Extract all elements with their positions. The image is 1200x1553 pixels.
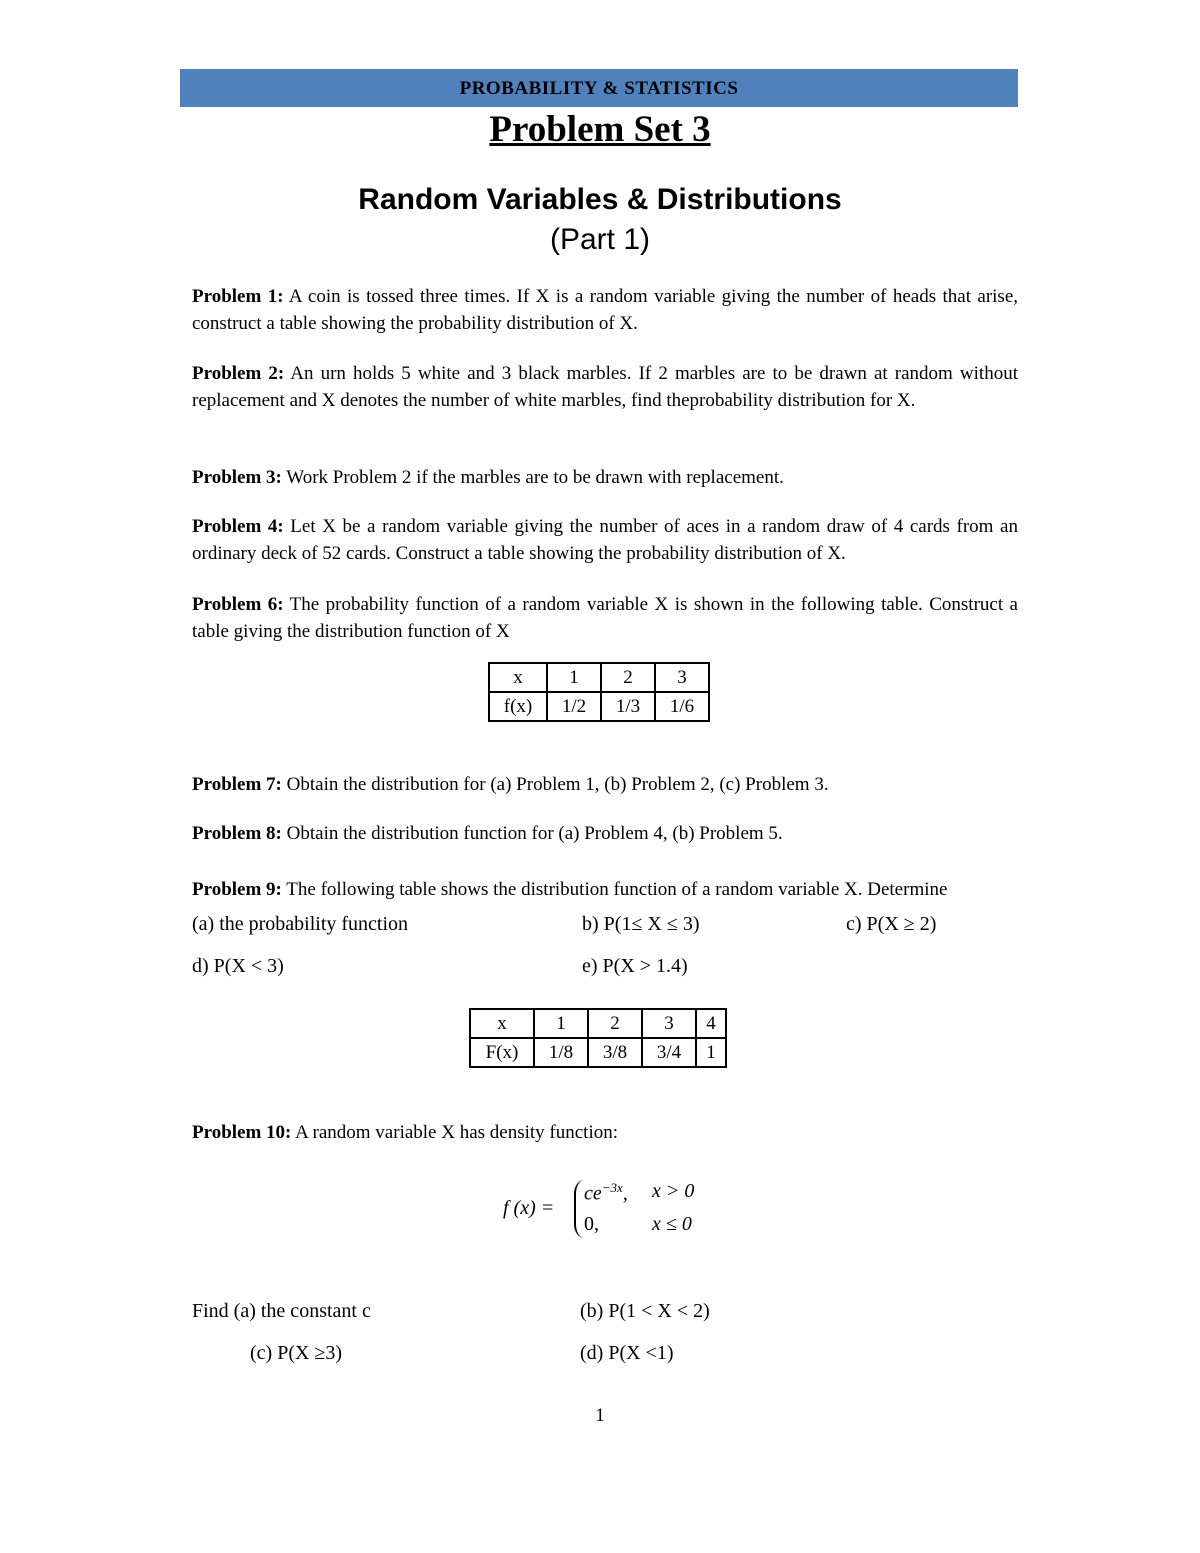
table-cell: F(x)	[470, 1038, 534, 1067]
p10-option-c: (c) P(X ≥3)	[250, 1342, 343, 1364]
table-row	[470, 1009, 726, 1038]
table-cell: x	[470, 1009, 534, 1038]
problem-label: Problem 10:	[192, 1122, 292, 1143]
problem-4	[192, 513, 1018, 567]
problem-3	[192, 464, 1018, 491]
problem-text: A random variable X has density function:	[291, 1122, 619, 1143]
p9-option-b: b) P(1≤ X ≤ 3)	[582, 913, 700, 935]
problem-8	[192, 820, 1018, 847]
problem-1	[192, 283, 1018, 337]
table-cell: 4	[696, 1009, 726, 1038]
p10-option-a: Find (a) the constant c	[192, 1300, 371, 1322]
p9-option-d: d) P(X < 3)	[192, 955, 284, 977]
problem-2	[192, 360, 1018, 414]
problem-label: Problem 9:	[192, 879, 282, 900]
problem-9	[192, 876, 1018, 903]
problem-text: Obtain the distribution function for (a) Problem 4, (b) Problem 5.	[281, 823, 783, 844]
table-cell: 1	[696, 1038, 726, 1067]
p9-option-c: c) P(X ≥ 2)	[846, 913, 937, 935]
table-row	[470, 1038, 726, 1067]
table-cell: 3	[655, 663, 709, 692]
density-case1-expr: ce	[584, 1182, 602, 1205]
table-cell: 3	[642, 1009, 696, 1038]
density-case-2-condition: x ≤ 0	[652, 1213, 692, 1235]
table-probability-function	[488, 662, 710, 722]
page-number: 1	[595, 1405, 605, 1426]
table-cell: 3/4	[642, 1038, 696, 1067]
density-case-1-condition: x > 0	[652, 1180, 695, 1202]
table-cell: 1/6	[655, 692, 709, 721]
header-banner: PROBABILITY & STATISTICS	[180, 69, 1018, 107]
problem-label: Problem 1:	[192, 286, 284, 307]
table-cell: 1	[534, 1009, 588, 1038]
p10-option-d: (d) P(X <1)	[580, 1342, 674, 1364]
density-case1-comma: ,	[622, 1182, 628, 1205]
table-cell: 2	[588, 1009, 642, 1038]
density-case-1	[584, 1180, 628, 1206]
table-cell: 1/3	[601, 692, 655, 721]
problem-10	[192, 1119, 1018, 1146]
table-cell: f(x)	[489, 692, 547, 721]
table-cell: 3/8	[588, 1038, 642, 1067]
problem-label: Problem 3:	[192, 467, 282, 488]
problem-label: Problem 6:	[192, 594, 284, 615]
table-cell: x	[489, 663, 547, 692]
table-cell: 1/2	[547, 692, 601, 721]
page-title: Problem Set 3	[489, 109, 711, 150]
density-lhs: f (x) =	[503, 1197, 555, 1219]
problem-text: Obtain the distribution for (a) Problem 1, (b) Problem 2, (c) Problem 3.	[281, 774, 829, 795]
density-case-2: 0,	[584, 1213, 599, 1235]
problem-label: Problem 2:	[192, 363, 285, 384]
problem-text: An urn holds 5 white and 3 black marbles. If 2 marbles are to be drawn at random without replacement and X denotes the number of white marbles, find theprobability distribution for X.	[192, 363, 1018, 411]
density-case1-exponent: −3x	[601, 1180, 623, 1195]
problem-text: The following table shows the distribution function of a random variable X. Determine	[281, 879, 948, 900]
problem-text: Work Problem 2 if the marbles are to be drawn with replacement.	[281, 467, 784, 488]
problem-6	[192, 591, 1018, 645]
problem-label: Problem 7:	[192, 774, 282, 795]
table-distribution-function	[469, 1008, 727, 1068]
problem-text: Let X be a random variable giving the number of aces in a random draw of 4 cards from an ordinary deck of 52 cards. Construct a table showing the probability distribution of X.	[192, 516, 1018, 564]
table-cell: 2	[601, 663, 655, 692]
problem-label: Problem 8:	[192, 823, 282, 844]
p9-option-e: e) P(X > 1.4)	[582, 955, 688, 977]
problem-text: A coin is tossed three times. If X is a random variable giving the number of heads that arise, construct a table showing the probability distribution of X.	[192, 286, 1018, 334]
page-part: (Part 1)	[549, 223, 651, 256]
table-row	[489, 692, 709, 721]
problem-text: The probability function of a random variable X is shown in the following table. Construct a table giving the distribution function of X	[192, 594, 1018, 642]
p9-option-a: (a) the probability function	[192, 913, 409, 935]
table-cell: 1	[547, 663, 601, 692]
table-row	[489, 663, 709, 692]
p10-option-b: (b) P(1 < X < 2)	[580, 1300, 710, 1322]
table-cell: 1/8	[534, 1038, 588, 1067]
problem-7	[192, 771, 1018, 798]
page-subtitle: Random Variables & Distributions	[358, 183, 842, 216]
problem-label: Problem 4:	[192, 516, 284, 537]
